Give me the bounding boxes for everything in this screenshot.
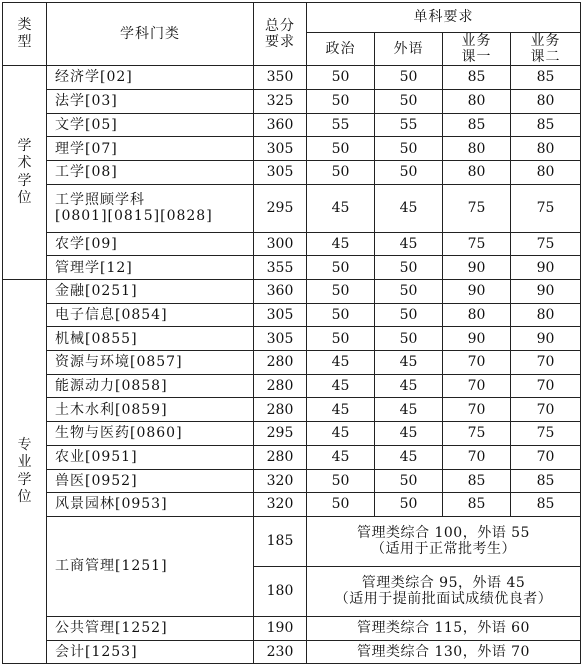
total-score-cell: 350 — [254, 66, 307, 90]
course1-score-cell: 85 — [443, 493, 511, 517]
course2-score-cell: 90 — [511, 327, 581, 351]
politics-score-cell: 50 — [307, 327, 375, 351]
table-row — [3, 160, 581, 184]
course1-score-cell: 70 — [443, 398, 511, 422]
table-row — [3, 327, 581, 351]
course2-score-cell: 75 — [511, 232, 581, 256]
politics-score-cell: 45 — [307, 184, 375, 232]
requirement-note: （适用于提前批面试成绩优良者） — [334, 591, 553, 608]
subject-cell: 金融[0251] — [47, 280, 254, 304]
foreign-score-cell: 50 — [375, 327, 443, 351]
course1-score-cell: 70 — [443, 351, 511, 375]
table-row — [3, 66, 581, 90]
course2-score-cell: 85 — [511, 493, 581, 517]
politics-score-cell: 45 — [307, 232, 375, 256]
combined-requirement-cell: 管理类综合 115，外语 60 — [307, 616, 581, 640]
table-row — [3, 113, 581, 137]
table-row — [3, 640, 581, 664]
foreign-score-cell: 55 — [375, 113, 443, 137]
course2-score-cell: 75 — [511, 184, 581, 232]
course2-score-cell: 70 — [511, 351, 581, 375]
foreign-score-cell: 45 — [375, 422, 443, 446]
subject-cell: 法学[03] — [47, 89, 254, 113]
table-row — [3, 374, 581, 398]
total-score-cell: 230 — [254, 640, 307, 664]
table-row — [3, 493, 581, 517]
category-header: 类 型 — [3, 3, 47, 66]
course1-score-cell: 90 — [443, 280, 511, 304]
course2-score-cell: 75 — [511, 422, 581, 446]
table-row — [3, 303, 581, 327]
foreign-score-cell: 45 — [375, 398, 443, 422]
requirement-line: 管理类综合 95，外语 45 — [361, 575, 526, 592]
total-score-cell: 320 — [254, 493, 307, 517]
course1-score-cell: 85 — [443, 113, 511, 137]
total-score-cell: 295 — [254, 422, 307, 446]
total-score-cell: 320 — [254, 469, 307, 493]
politics-score-cell: 50 — [307, 256, 375, 280]
table-row — [3, 256, 581, 280]
politics-score-cell: 55 — [307, 113, 375, 137]
foreign-score-cell: 50 — [375, 256, 443, 280]
total-score-cell: 300 — [254, 232, 307, 256]
subject-cell: 生物与医药[0860] — [47, 422, 254, 446]
politics-score-cell: 50 — [307, 469, 375, 493]
table-row — [3, 351, 581, 375]
combined-requirement-cell — [307, 566, 581, 616]
total-score-cell: 280 — [254, 398, 307, 422]
course2-score-cell: 85 — [511, 469, 581, 493]
table-row — [3, 469, 581, 493]
subject-cell: 土木水利[0859] — [47, 398, 254, 422]
subject-cell: 文学[05] — [47, 113, 254, 137]
professional-group-label: 专 业 学 位 — [3, 280, 47, 664]
total-score-cell: 325 — [254, 89, 307, 113]
politics-score-cell: 50 — [307, 493, 375, 517]
course2-score-cell: 85 — [511, 66, 581, 90]
course2-score-cell: 80 — [511, 89, 581, 113]
requirement-line: 管理类综合 100，外语 55 — [357, 525, 530, 542]
total-score-cell: 190 — [254, 616, 307, 640]
course1-score-cell: 85 — [443, 66, 511, 90]
foreign-score-cell: 50 — [375, 66, 443, 90]
subject-cell: 能源动力[0858] — [47, 374, 254, 398]
subject-cell: 资源与环境[0857] — [47, 351, 254, 375]
course2-header: 业务 课二 — [511, 33, 581, 66]
foreign-score-cell: 45 — [375, 374, 443, 398]
single-subject-header: 单科要求 — [307, 3, 581, 33]
politics-score-cell: 50 — [307, 89, 375, 113]
course1-score-cell: 70 — [443, 445, 511, 469]
course1-score-cell: 80 — [443, 303, 511, 327]
subject-cell: 工学照顾学科 [0801][0815][0828] — [47, 184, 254, 232]
subject-cell: 公共管理[1252] — [47, 616, 254, 640]
course2-score-cell: 90 — [511, 280, 581, 304]
subject-cell: 风景园林[0953] — [47, 493, 254, 517]
politics-score-cell: 45 — [307, 398, 375, 422]
foreign-score-cell: 50 — [375, 89, 443, 113]
politics-score-cell: 50 — [307, 280, 375, 304]
politics-score-cell: 50 — [307, 66, 375, 90]
foreign-score-cell: 45 — [375, 351, 443, 375]
foreign-score-cell: 50 — [375, 469, 443, 493]
total-score-cell: 305 — [254, 137, 307, 161]
course1-score-cell: 80 — [443, 160, 511, 184]
total-score-cell: 185 — [254, 516, 307, 566]
course1-score-cell: 80 — [443, 89, 511, 113]
course2-score-cell: 70 — [511, 374, 581, 398]
course2-score-cell: 80 — [511, 160, 581, 184]
total-header: 总分 要求 — [254, 3, 307, 66]
score-requirements-table — [2, 2, 581, 664]
politics-score-cell: 45 — [307, 374, 375, 398]
politics-score-cell: 50 — [307, 137, 375, 161]
header-row — [3, 3, 581, 33]
course1-score-cell: 90 — [443, 327, 511, 351]
total-score-cell: 295 — [254, 184, 307, 232]
foreign-score-cell: 50 — [375, 137, 443, 161]
table-row — [3, 422, 581, 446]
total-score-cell: 360 — [254, 280, 307, 304]
foreign-score-cell: 45 — [375, 184, 443, 232]
course2-score-cell: 85 — [511, 113, 581, 137]
academic-group-label: 学 术 学 位 — [3, 66, 47, 280]
course1-header: 业务 课一 — [443, 33, 511, 66]
politics-score-cell: 45 — [307, 422, 375, 446]
course1-score-cell: 90 — [443, 256, 511, 280]
table-row — [3, 232, 581, 256]
foreign-score-cell: 50 — [375, 303, 443, 327]
subject-cell: 电子信息[0854] — [47, 303, 254, 327]
requirement-note: （适用于正常批考生） — [371, 541, 516, 558]
total-score-cell: 360 — [254, 113, 307, 137]
total-score-cell: 355 — [254, 256, 307, 280]
politics-score-cell: 50 — [307, 303, 375, 327]
subject-cell: 经济学[02] — [47, 66, 254, 90]
course2-score-cell: 70 — [511, 445, 581, 469]
subject-header: 学科门类 — [47, 3, 254, 66]
subject-cell: 农业[0951] — [47, 445, 254, 469]
foreign-score-cell: 50 — [375, 493, 443, 517]
foreign-score-cell: 50 — [375, 280, 443, 304]
course2-score-cell: 80 — [511, 137, 581, 161]
total-score-cell: 280 — [254, 445, 307, 469]
table-row — [3, 184, 581, 232]
course1-score-cell: 75 — [443, 232, 511, 256]
course1-score-cell: 75 — [443, 184, 511, 232]
foreign-score-cell: 45 — [375, 232, 443, 256]
combined-requirement-cell — [307, 516, 581, 566]
foreign-score-cell: 50 — [375, 160, 443, 184]
table-row — [3, 398, 581, 422]
subject-cell: 工学[08] — [47, 160, 254, 184]
subject-cell: 兽医[0952] — [47, 469, 254, 493]
total-score-cell: 305 — [254, 327, 307, 351]
subject-cell: 管理学[12] — [47, 256, 254, 280]
politics-score-cell: 50 — [307, 160, 375, 184]
course1-score-cell: 75 — [443, 422, 511, 446]
table-row — [3, 280, 581, 304]
table-row — [3, 616, 581, 640]
course1-score-cell: 70 — [443, 374, 511, 398]
subject-cell: 会计[1253] — [47, 640, 254, 664]
course1-score-cell: 80 — [443, 137, 511, 161]
combined-requirement-cell: 管理类综合 130，外语 70 — [307, 640, 581, 664]
total-score-cell: 305 — [254, 303, 307, 327]
course2-score-cell: 90 — [511, 256, 581, 280]
course1-score-cell: 85 — [443, 469, 511, 493]
subject-cell: 理学[07] — [47, 137, 254, 161]
total-score-cell: 280 — [254, 374, 307, 398]
subject-cell: 机械[0855] — [47, 327, 254, 351]
total-score-cell: 180 — [254, 566, 307, 616]
politics-header: 政治 — [307, 33, 375, 66]
table-row — [3, 516, 581, 566]
table-row — [3, 89, 581, 113]
subject-cell: 农学[09] — [47, 232, 254, 256]
total-score-cell: 305 — [254, 160, 307, 184]
subject-cell: 工商管理[1251] — [47, 516, 254, 616]
total-score-cell: 280 — [254, 351, 307, 375]
politics-score-cell: 45 — [307, 445, 375, 469]
table-row — [3, 445, 581, 469]
politics-score-cell: 45 — [307, 351, 375, 375]
foreign-score-cell: 45 — [375, 445, 443, 469]
course2-score-cell: 80 — [511, 303, 581, 327]
table-row — [3, 137, 581, 161]
foreign-language-header: 外语 — [375, 33, 443, 66]
course2-score-cell: 70 — [511, 398, 581, 422]
